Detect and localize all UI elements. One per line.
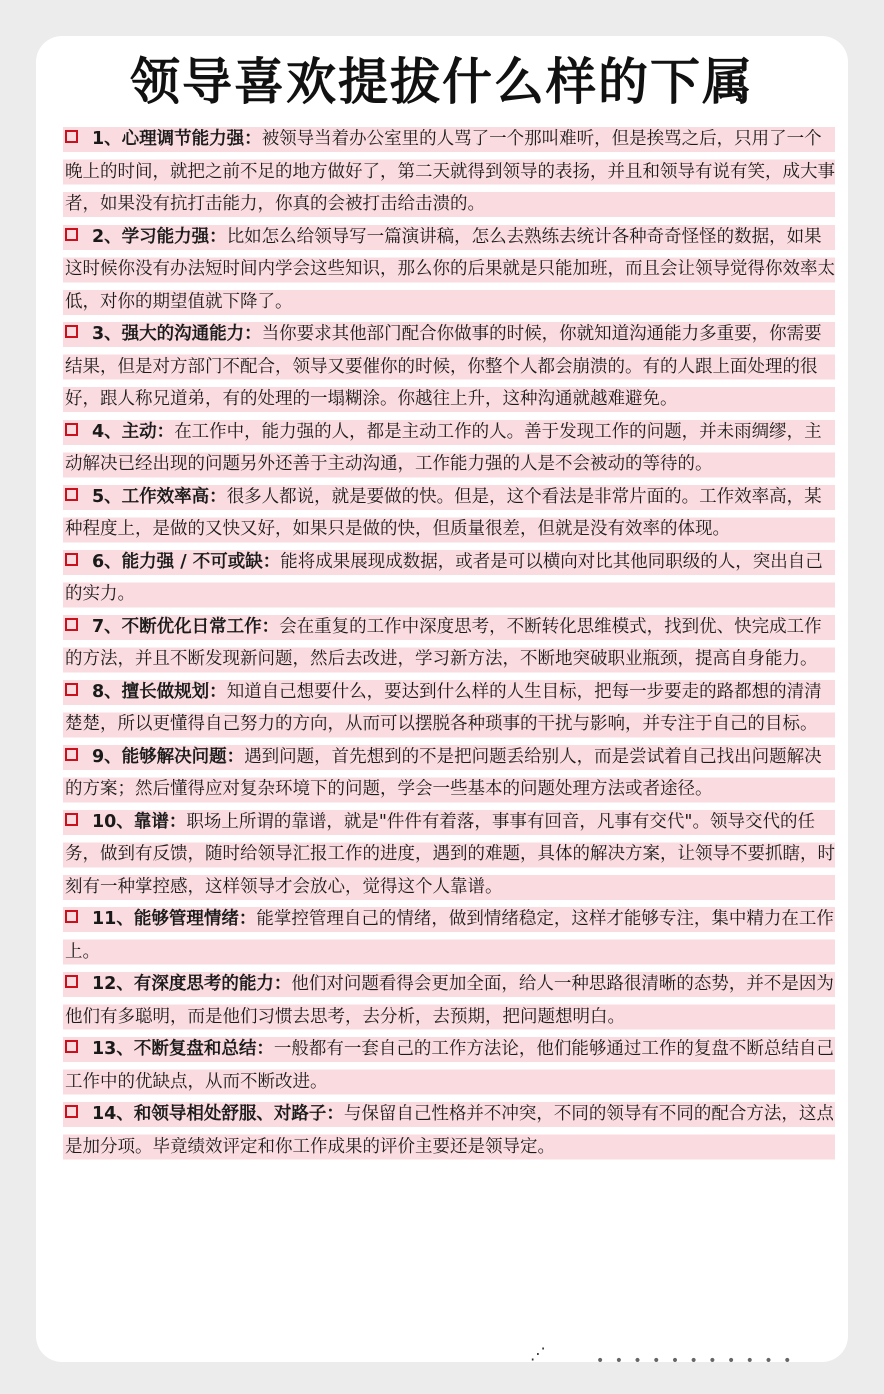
item-text: 当你要求其他部门配合你做事的时候，你就知道沟通能力多重要，你需要结果，但是对方部门不配合，领导又要催你的时候，你整个人都会崩溃的。有的人跟上面处理的很好，跟人称兄道弟，有的处理的一塌糊涂。你越往上升，这种沟通就越难避免。 [65, 324, 822, 409]
item-heading: 9、能够解决问题： [92, 746, 245, 767]
square-bullet-icon [65, 325, 78, 338]
item-heading: 7、不断优化日常工作： [92, 616, 280, 637]
item-heading: 4、主动： [92, 421, 175, 442]
item-text: 比如怎么给领导写一篇演讲稿，怎么去熟练去统计各种奇奇怪怪的数据，如果这时候你没有办法短时间内学会这些知识，那么你的后果就是只能加班，而且会让领导觉得你效率太低，对你的期望值就下降了。 [65, 226, 835, 312]
item-text: 遇到问题，首先想到的不是把问题丢给别人，而是尝试着自己找出问题解决的方案；然后懂得应对复杂环境下的问题，学会一些基本的问题处理方法或者途径。 [65, 746, 822, 799]
list-item [63, 741, 835, 806]
square-bullet-icon [65, 1105, 78, 1118]
item-text: 知道自己想要什么，要达到什么样的人生目标，把每一步要走的路都想的清清楚楚，所以更懂得自己努力的方向，从而可以摆脱各种琐事的干扰与影响，并专注于自己的目标。 [65, 681, 822, 734]
list-item [63, 1033, 835, 1098]
list-item [63, 481, 835, 546]
list-item [63, 221, 835, 319]
item-heading: 14、和领导相处舒服、对路子： [92, 1104, 344, 1124]
list-item [63, 546, 835, 611]
item-text: 一般都有一套自己的工作方法论，他们能够通过工作的复盘不断总结自己工作中的优缺点，从而不断改进。 [65, 1039, 834, 1092]
list-item [63, 123, 835, 221]
square-bullet-icon [65, 228, 78, 241]
list-item [63, 903, 835, 968]
item-text: 能掌控管理自己的情绪，做到情绪稳定，这样才能够专注，集中精力在工作上。 [65, 909, 834, 962]
list-item [63, 968, 835, 1033]
item-text: 他们对问题看得会更加全面，给人一种思路很清晰的态势，并不是因为他们有多聪明，而是他们习惯去思考，去分析，去预期，把问题想明白。 [65, 974, 834, 1027]
item-heading: 8、擅长做规划： [92, 681, 227, 702]
item-text: 会在重复的工作中深度思考，不断转化思维模式，找到优、快完成工作的方法，并且不断发现新问题，然后去改进，学习新方法，不断地突破职业瓶颈，提高自身能力。 [65, 616, 822, 669]
square-bullet-icon [65, 683, 78, 696]
footer-dots: • • • • • • • • • • • [596, 1353, 795, 1369]
item-text: 很多人都说，就是要做的快。但是，这个看法是非常片面的。工作效率高，某种程度上，是做的又快又好，如果只是做的快，但质量很差，但就是没有效率的体现。 [65, 486, 822, 539]
article-card [36, 36, 848, 1362]
item-text: 能将成果展现成数据，或者是可以横向对比其他同职级的人，突出自己的实力。 [65, 551, 823, 604]
item-heading: 6、能力强 / 不可或缺： [92, 551, 281, 572]
item-text: 与保留自己性格并不冲突，不同的领导有不同的配合方法，这点是加分项。毕竟绩效评定和你工作成果的评价主要还是领导定。 [65, 1104, 834, 1157]
item-heading: 12、有深度思考的能力： [92, 974, 292, 994]
item-heading: 11、能够管理情绪： [92, 909, 257, 929]
list-item [63, 416, 835, 481]
item-text: 职场上所谓的靠谱，就是"件件有着落，事事有回音，凡事有交代"。领导交代的任务，做到有反馈，随时给领导汇报工作的进度，遇到的难题，具体的解决方案，让领导不要抓瞎，时刻有一种掌控感，这样领导才会放心，觉得这个人靠谱。 [65, 811, 835, 897]
item-heading: 1、心理调节能力强： [92, 129, 262, 149]
square-bullet-icon [65, 553, 78, 566]
footer-mark: ⋰ [530, 1344, 546, 1363]
square-bullet-icon [65, 1040, 78, 1053]
list-item [63, 676, 835, 741]
square-bullet-icon [65, 975, 78, 988]
square-bullet-icon [65, 748, 78, 761]
square-bullet-icon [65, 910, 78, 923]
square-bullet-icon [65, 423, 78, 436]
item-heading: 5、工作效率高： [92, 486, 227, 507]
square-bullet-icon [65, 813, 78, 826]
item-heading: 3、强大的沟通能力： [92, 324, 262, 344]
page-title: 领导喜欢提拔什么样的下属 [130, 53, 754, 111]
item-heading: 2、学习能力强： [92, 226, 227, 247]
item-heading: 13、不断复盘和总结： [92, 1039, 274, 1059]
list-item [63, 806, 835, 904]
item-list [63, 123, 835, 1163]
square-bullet-icon [65, 130, 78, 143]
square-bullet-icon [65, 618, 78, 631]
list-item [63, 1098, 835, 1163]
list-item [63, 318, 835, 416]
list-item [63, 611, 835, 676]
square-bullet-icon [65, 488, 78, 501]
item-text: 被领导当着办公室里的人骂了一个那叫难听，但是挨骂之后，只用了一个晚上的时间，就把之前不足的地方做好了，第二天就得到领导的表扬，并且和领导有说有笑，成大事者，如果没有抗打击能力，你真的会被打击给击溃的。 [65, 129, 835, 214]
item-heading: 10、靠谱： [92, 811, 187, 832]
item-text: 在工作中，能力强的人，都是主动工作的人。善于发现工作的问题，并未雨绸缪，主动解决已经出现的问题另外还善于主动沟通，工作能力强的人是不会被动的等待的。 [65, 421, 822, 474]
